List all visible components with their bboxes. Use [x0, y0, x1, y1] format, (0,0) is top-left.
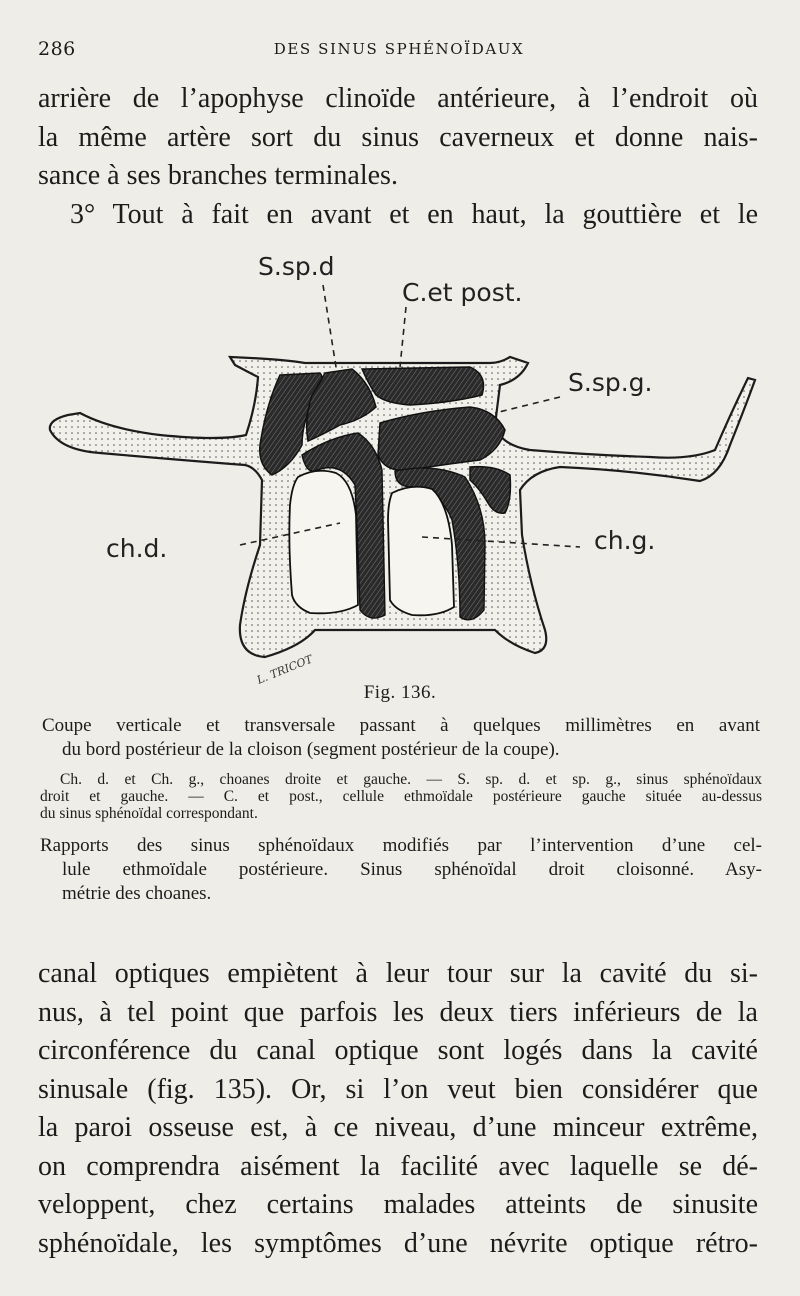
- text-line: nus, à tel point que parfois les deux tiers inférieurs de la: [38, 996, 758, 1028]
- text-line: sphénoïdale, les symptômes d’une névrite optique rétro-: [38, 1227, 758, 1259]
- artist-signature: L. TRICOT: [254, 652, 315, 687]
- anatomical-figure: [40, 245, 760, 695]
- figure-remark: [40, 834, 762, 906]
- running-head: DES SINUS SPHÉNOÏDAUX: [273, 40, 525, 58]
- text-line: sance à ses branches terminales.: [38, 160, 398, 191]
- page-header: [38, 38, 760, 66]
- choana-left: [388, 487, 454, 616]
- text-line: arrière de l’apophyse clinoïde antérieure, à l’endroit où: [38, 83, 758, 114]
- remark-line: métrie des choanes.: [62, 883, 212, 904]
- text-line: 3° Tout à fait en avant et en haut, la gouttière et le: [70, 198, 758, 230]
- text-line: veloppent, chez certains malades atteints de sinusite: [38, 1189, 758, 1220]
- label-ch-g: ch.g.: [594, 526, 656, 555]
- figure-legend: [40, 771, 762, 822]
- body-text-bottom: [38, 955, 758, 1263]
- label-s-sp-g: S.sp.g.: [568, 368, 653, 397]
- text-line: sinusale (fig. 135). Or, si l’on veut bien considérer que: [38, 1073, 758, 1105]
- label-s-sp-d: S.sp.d: [258, 252, 335, 281]
- text-line: la même artère sort du sinus caverneux et donne nais-: [38, 121, 758, 153]
- label-ch-d: ch.d.: [106, 534, 168, 563]
- choana-right: [289, 471, 358, 614]
- text-line: circonférence du canal optique sont logés dans la cavité: [38, 1035, 758, 1066]
- figure-number: Fig. 136.: [363, 682, 437, 703]
- caption-line: du bord postérieur de la cloison (segment postérieur de la coupe).: [62, 739, 560, 760]
- text-line: on comprendra aisément la facilité avec laquelle se dé-: [38, 1150, 758, 1182]
- figure-caption: [42, 714, 760, 762]
- text-line: canal optiques empiètent à leur tour sur la cavité du si-: [38, 958, 758, 989]
- legend-line: Ch. d. et Ch. g., choanes droite et gauche. — S. sp. d. et sp. g., sinus sphénoïdaux: [60, 771, 762, 788]
- page-number: 286: [38, 38, 76, 60]
- legend-line: du sinus sphénoïdal correspondant.: [40, 805, 258, 822]
- text-line: la paroi osseuse est, à ce niveau, d’une minceur extrême,: [38, 1112, 758, 1143]
- remark-line: Rapports des sinus sphénoïdaux modifiés par l’intervention d’une cel-: [40, 835, 762, 856]
- sphenoid-section-drawing: [40, 245, 760, 695]
- body-text-top: [38, 80, 758, 234]
- caption-line: Coupe verticale et transversale passant à quelques millimètres en avant: [42, 715, 760, 736]
- label-c-et-post: C.et post.: [402, 278, 523, 307]
- legend-line: droit et gauche. — C. et post., cellule ethmoïdale postérieure gauche située au-dessus: [40, 788, 762, 805]
- remark-line: lule ethmoïdale postérieure. Sinus sphénoïdal droit cloisonné. Asy-: [62, 859, 762, 880]
